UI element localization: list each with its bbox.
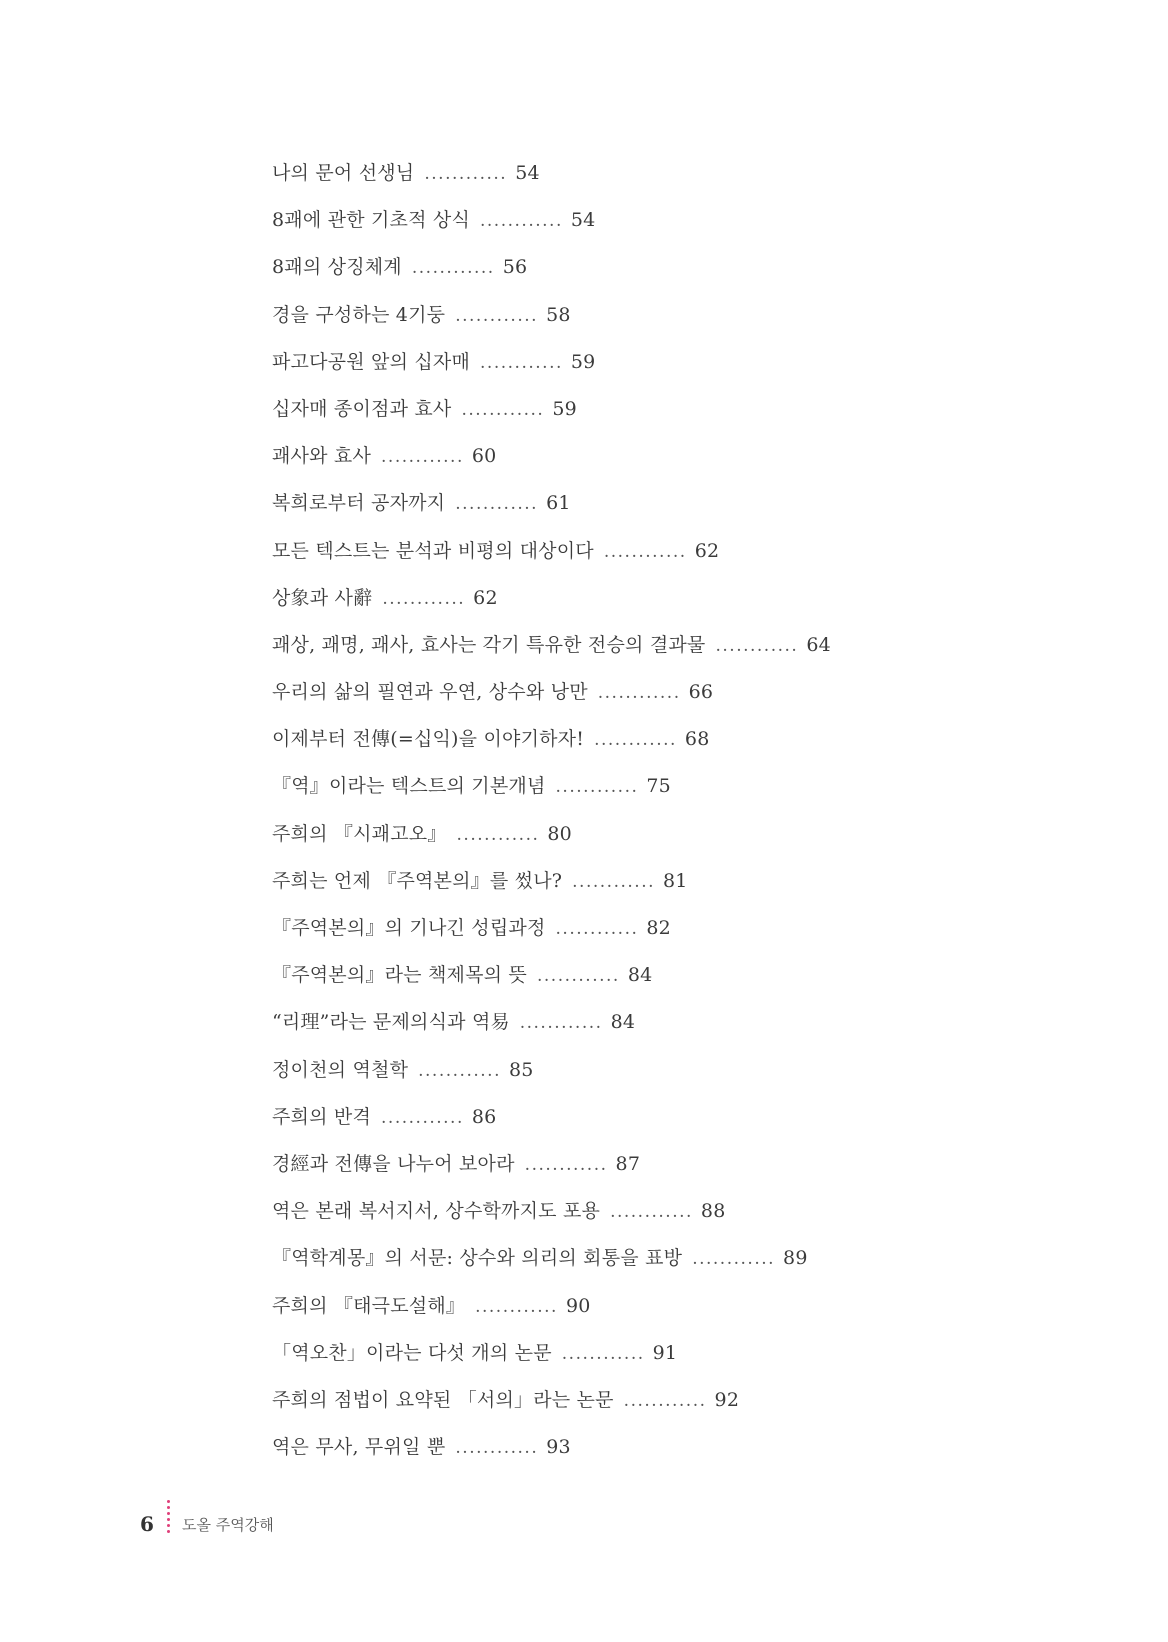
toc-entry [272,819,831,866]
toc-entry-leader: ............ [555,777,639,798]
toc-entry [272,1338,831,1385]
toc-entry-title: 이제부터 전傳(=십익)을 이야기하자! [272,728,585,751]
footer-dot [167,1506,170,1509]
toc-entry-leader: ............ [456,824,540,845]
toc-entry-page: 93 [546,1436,571,1459]
toc-entry-title: “리理”라는 문제의식과 역易 [272,1011,510,1034]
toc-entry-leader: ............ [461,399,545,420]
toc-entry-leader: ............ [692,1249,776,1270]
toc-entry [272,394,831,441]
toc-entry-leader: ............ [623,1390,707,1411]
toc-entry-page: 61 [546,492,571,515]
toc-entry-title: 정이천의 역철학 [272,1058,409,1081]
footer-dot [167,1500,170,1503]
toc-entry-title: 모든 텍스트는 분석과 비평의 대상이다 [272,539,594,562]
toc-entry-title: 『주역본의』의 기나긴 성립과정 [272,917,546,939]
toc-entry-page: 66 [688,681,714,704]
toc-entry-page: 89 [783,1247,808,1270]
toc-entry [272,488,831,535]
toc-entry-leader: ............ [555,919,639,939]
toc-entry-leader: ............ [603,541,687,562]
toc-entry-page: 58 [546,303,571,326]
footer-dot [167,1524,170,1527]
toc-entry-title: 역은 본래 복서지서, 상수학까지도 포용 [272,1200,601,1223]
toc-entry [272,1196,831,1243]
toc-entry [272,1149,831,1196]
toc-entry-leader: ............ [411,258,495,279]
toc-entry-leader: ............ [455,494,539,515]
toc-entry-title: 괘사와 효사 [272,445,372,468]
toc-entry-title: 복희로부터 공자까지 [272,492,446,515]
toc-entry-page: 62 [694,539,720,562]
toc-entry-title: 십자매 종이점과 효사 [272,397,452,420]
toc-entry [272,205,831,252]
toc-entry-page: 60 [471,445,497,468]
toc-entry [272,724,831,771]
footer-dot [167,1530,170,1533]
toc-entry-page: 81 [663,869,688,892]
toc-entry-leader: ............ [524,1154,608,1175]
toc-entry-page: 90 [565,1294,591,1317]
toc-entry-title: 8괘에 관한 기초적 상식 [272,209,470,232]
toc-entry-leader: ............ [455,305,539,326]
toc-entry [272,771,831,818]
toc-entry-title: 우리의 삶의 필연과 우연, 상수와 낭만 [272,681,588,704]
toc-entry [272,866,831,913]
toc-entry-title: 역은 무사, 무위일 뿐 [272,1436,446,1459]
toc-entry-leader: ............ [610,1202,693,1223]
toc-entry-page: 80 [547,822,572,845]
toc-entry-leader: ............ [382,588,466,609]
toc-entry-leader: ............ [424,164,508,184]
toc-entry [272,630,831,677]
toc-entry-leader: ............ [381,447,464,468]
toc-entry-page: 82 [646,917,671,939]
toc-entry-page: 91 [652,1341,678,1364]
toc-entry-page: 85 [508,1058,534,1081]
toc-entry [272,536,831,583]
toc-entry-page: 87 [615,1152,641,1175]
toc-entry-title: 주희의 『태극도설해』 [272,1294,466,1317]
toc-entry-page: 54 [570,209,596,232]
toc-entry [272,1385,831,1432]
toc-entry-leader: ............ [597,683,681,704]
page-number: 6 [140,1512,154,1536]
toc-entry-title: 괘상, 괘명, 괘사, 효사는 각기 특유한 전승의 결과물 [272,633,706,656]
toc-entry-page: 84 [610,1011,636,1034]
footer-dot [167,1518,170,1521]
toc-entry-page: 62 [473,586,498,609]
toc-entry-title: 경經과 전傳을 나누어 보아라 [272,1152,515,1175]
page-footer [140,1500,440,1540]
toc-entry [272,1432,831,1479]
toc-entry-title: 경을 구성하는 4기둥 [272,303,446,326]
toc-entry [272,677,831,724]
toc-entry-leader: ............ [455,1438,539,1459]
toc-entry [272,347,831,394]
toc-entry-title: 8괘의 상징체계 [272,256,402,279]
toc-entry-title: 상象과 사辭 [272,586,373,609]
toc-entry [272,1102,831,1149]
toc-entry-leader: ............ [480,352,563,373]
toc-entry-leader: ............ [475,1296,558,1317]
toc-entry-page: 68 [684,728,710,751]
toc-entry [272,300,831,347]
toc-entry-title: 주희의 점법이 요약된 「서의」라는 논문 [272,1388,614,1411]
footer-dot-ornament [167,1500,171,1536]
toc-entry-page: 92 [714,1388,740,1411]
toc-entry [272,913,831,960]
toc-entry [272,960,831,1007]
toc-entry [272,441,831,488]
toc-entry-leader: ............ [594,730,677,751]
toc-entry-page: 84 [627,964,653,987]
toc-entry-title: 주희의 반격 [272,1105,372,1128]
toc-entry-page: 86 [471,1105,497,1128]
toc-entry [272,1291,831,1338]
toc-entry-title: 『주역본의』라는 책제목의 뜻 [272,964,527,987]
toc-entry [272,252,831,299]
toc-entry-title: 『역학계몽』의 서문: 상수와 의리의 회통을 표방 [272,1247,683,1270]
toc-entry-leader: ............ [561,1343,645,1364]
toc-entry-leader: ............ [480,211,563,232]
toc-entry-title: 주희의 『시괘고오』 [272,822,447,845]
toc-entry-leader: ............ [381,1107,464,1128]
toc-entry-page: 75 [646,775,671,798]
toc-entry-page: 59 [552,397,577,420]
toc-entry-page: 54 [515,162,540,184]
toc-entry-leader: ............ [519,1013,603,1034]
toc-entry [272,583,831,630]
toc-entry-leader: ............ [572,871,656,892]
toc-entry-leader: ............ [715,635,799,656]
toc-entry-title: 『역』이라는 텍스트의 기본개념 [272,775,546,798]
table-of-contents [272,158,831,1479]
toc-entry-leader: ............ [418,1060,501,1081]
toc-entry [272,1007,831,1054]
toc-entry-page: 59 [570,350,596,373]
toc-entry-page: 56 [502,256,528,279]
toc-entry-title: 주희는 언제 『주역본의』를 썼나? [272,869,563,892]
running-book-title: 도올 주역강해 [182,1516,274,1534]
toc-entry [272,1055,831,1102]
toc-entry-title: 「역오찬」이라는 다섯 개의 논문 [272,1341,552,1364]
toc-entry-title: 나의 문어 선생님 [272,162,415,184]
toc-entry-page: 88 [700,1200,726,1223]
toc-entry-title: 파고다공원 앞의 십자매 [272,350,471,373]
toc-entry-page: 64 [806,633,831,656]
toc-entry [272,158,831,205]
toc-entry-leader: ............ [536,966,620,987]
toc-entry [272,1243,831,1290]
footer-dot [167,1512,170,1515]
